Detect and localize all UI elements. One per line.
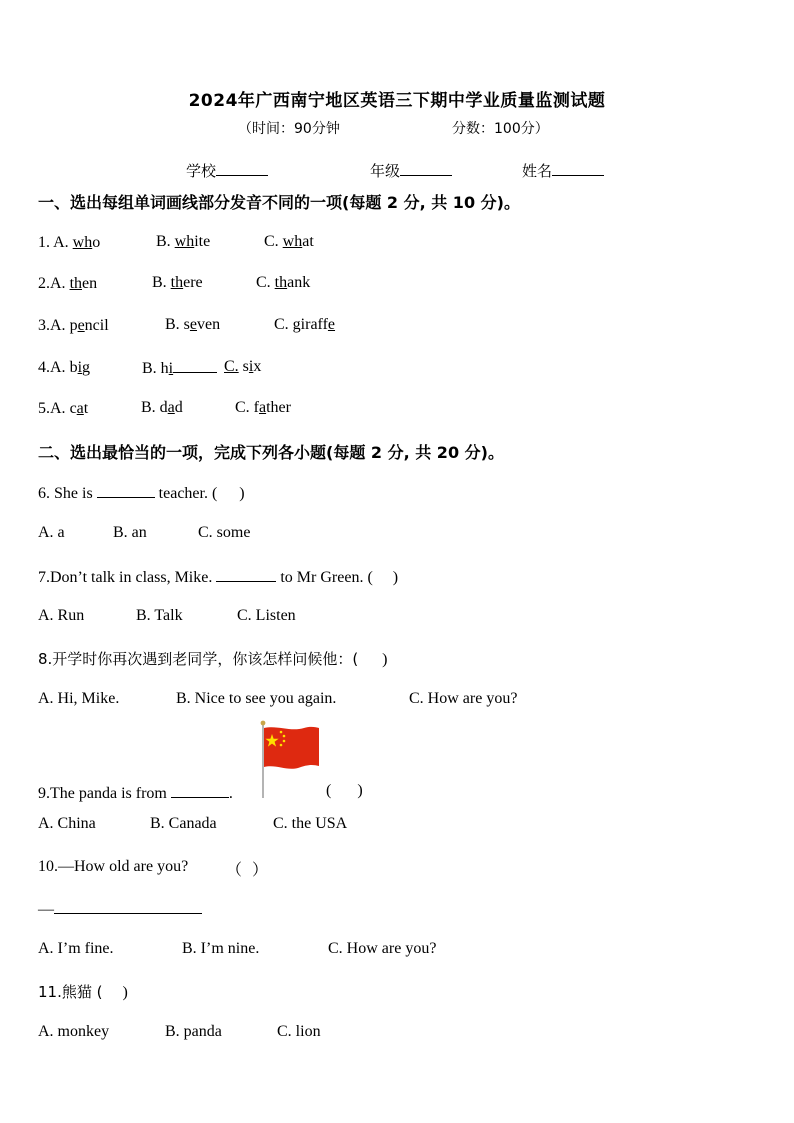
school-label: 学校 — [186, 162, 217, 180]
q4-b-underlined: i — [168, 360, 174, 377]
exam-title: 2024年广西南宁地区英语三下期中学业质量监测试题 — [188, 91, 606, 111]
q2-c-label: C. — [256, 274, 275, 291]
school-field — [186, 160, 268, 181]
q9-paren-open: ( — [326, 782, 332, 799]
name-field — [522, 160, 604, 181]
q5-c-underlined: a — [259, 399, 267, 416]
q8-option-b: B. Nice to see you again. — [176, 690, 337, 707]
q1-a-rest: o — [92, 234, 101, 251]
question-6 — [38, 482, 245, 504]
q4-c-pre: s — [242, 358, 249, 375]
china-flag-image — [258, 720, 322, 798]
name-label: 姓名 — [522, 162, 553, 180]
q10-option-b: B. I’m nine. — [182, 940, 260, 957]
q2-option-c — [256, 274, 310, 292]
q4-option-b — [142, 358, 217, 378]
q11-option-b: B. panda — [165, 1023, 222, 1040]
q1-a-underlined: wh — [72, 234, 93, 251]
q8-paren-end: ) — [382, 651, 388, 668]
q1-a-label: 1. A. — [38, 234, 73, 251]
q2-b-underlined: th — [170, 274, 184, 291]
q2-b-rest: ere — [183, 274, 203, 291]
q5-a-underlined: a — [76, 400, 84, 417]
q9-answer-paren[interactable] — [326, 782, 363, 800]
q1-c-label: C. — [264, 233, 283, 250]
q6-stem-a: 6. She is — [38, 485, 97, 502]
question-1 — [38, 233, 100, 253]
q8-stem: 8.开学时你再次遇到老同学，你该怎样问候他：( — [38, 650, 359, 668]
q3-a-underlined: e — [77, 317, 85, 334]
flag-pole-finial — [261, 721, 266, 726]
q10-paren-end: ） — [252, 862, 269, 879]
q4-a-label: 4.A. — [38, 359, 70, 376]
q5-c-pre: C. f — [235, 399, 259, 416]
question-5 — [38, 399, 88, 419]
school-blank[interactable] — [216, 160, 268, 176]
q2-a-underlined: th — [69, 275, 83, 292]
q5-b-rest: d — [174, 399, 183, 416]
q5-a-rest: t — [83, 400, 89, 417]
q3-c-underlined: e — [327, 316, 336, 333]
q6-paren-end: ) — [239, 485, 245, 502]
q3-a-pre: p — [69, 317, 78, 334]
flag-small-star — [280, 731, 283, 734]
q11-stem: 11.熊猫 ( — [38, 983, 103, 1001]
q9-stem-b: . — [228, 785, 233, 802]
section2-heading: 二、选出最恰当的一项，完成下列各小题(每题 2 分, 共 20 分)。 — [38, 443, 504, 462]
q6-stem-b: teacher. ( — [154, 485, 218, 502]
q3-option-c — [274, 316, 335, 334]
flag-cloth — [264, 727, 319, 769]
q7-option-a: A. Run — [38, 607, 85, 624]
q4-c-underlined: i — [248, 358, 254, 375]
q5-option-b — [141, 399, 183, 417]
question-10 — [38, 857, 188, 877]
q11-option-a: A. monkey — [38, 1023, 110, 1040]
flag-small-star — [283, 735, 286, 738]
question-8 — [38, 649, 388, 670]
q7-answer-blank[interactable] — [216, 566, 276, 582]
q2-a-rest: en — [82, 275, 98, 292]
q4-b-underline-gap — [173, 358, 217, 373]
q8-option-a: A. Hi, Mike. — [38, 690, 120, 707]
q11-option-c: C. lion — [277, 1023, 321, 1040]
q6-option-b: B. an — [113, 524, 147, 541]
grade-blank[interactable] — [400, 160, 452, 176]
q1-b-underlined: wh — [174, 233, 195, 250]
q5-a-label: 5.A. — [38, 400, 70, 417]
q10-option-a: A. I’m fine. — [38, 940, 114, 957]
q3-c-pre: C. giraff — [274, 316, 328, 333]
q3-b-rest: ven — [197, 316, 221, 333]
q11-paren-end: ) — [122, 984, 128, 1001]
q4-option-c — [224, 358, 261, 376]
q1-b-rest: ite — [194, 233, 211, 250]
q10-answer-paren[interactable] — [226, 857, 268, 880]
q1-c-underlined: wh — [282, 233, 303, 250]
question-9 — [38, 782, 233, 804]
q10-option-c: C. How are you? — [328, 940, 437, 957]
q3-option-b — [165, 316, 220, 334]
q9-option-b: B. Canada — [150, 815, 217, 832]
q4-b-pre: B. h — [142, 360, 169, 377]
exam-score: 分数：100分） — [452, 121, 549, 137]
q4-c-rest: x — [253, 358, 262, 375]
q10-answer-line — [38, 898, 202, 920]
question-4 — [38, 358, 90, 378]
flag-small-star — [283, 740, 286, 743]
section1-heading: 一、选出每组单词画线部分发音不同的一项(每题 2 分, 共 10 分)。 — [38, 193, 520, 212]
q5-b-underlined: a — [167, 399, 175, 416]
q2-option-b — [152, 274, 203, 292]
q2-c-rest: ank — [287, 274, 311, 291]
q7-option-b: B. Talk — [136, 607, 183, 624]
grade-field — [370, 160, 452, 181]
q6-option-c: C. some — [198, 524, 251, 541]
q3-a-label: 3.A. — [38, 317, 70, 334]
q10-paren-open: （ — [226, 862, 243, 879]
q2-a-label: 2.A. — [38, 275, 70, 292]
q6-option-a: A. a — [38, 524, 65, 541]
q4-a-pre: b — [69, 359, 78, 376]
exam-time: （时间：90分钟 — [238, 121, 340, 137]
question-2 — [38, 274, 97, 294]
q1-option-b — [156, 233, 210, 251]
q9-paren-end: ) — [357, 782, 363, 799]
question-7 — [38, 566, 398, 588]
q7-stem-b: to Mr Green. ( — [276, 569, 373, 586]
q9-option-c: C. the USA — [273, 815, 348, 832]
q4-a-rest: g — [82, 359, 91, 376]
q5-a-pre: c — [69, 400, 77, 417]
q7-stem-a: 7.Don’t talk in class, Mike. — [38, 569, 217, 586]
q6-answer-blank[interactable] — [97, 482, 155, 498]
q10-answer-blank[interactable] — [54, 898, 202, 914]
question-11 — [38, 982, 128, 1003]
q2-b-label: B. — [152, 274, 171, 291]
q10-answer-dash: — — [38, 901, 54, 918]
grade-label: 年级 — [370, 162, 401, 180]
flag-small-star — [280, 744, 283, 747]
q5-b-pre: B. d — [141, 399, 168, 416]
q3-b-underlined: e — [189, 316, 198, 333]
q3-b-pre: B. s — [165, 316, 190, 333]
q7-option-c: C. Listen — [237, 607, 296, 624]
q5-c-rest: ther — [266, 399, 291, 416]
q8-option-c: C. How are you? — [409, 690, 518, 707]
q9-answer-blank[interactable] — [171, 782, 229, 798]
q1-c-rest: at — [302, 233, 314, 250]
name-blank[interactable] — [552, 160, 604, 176]
q4-a-underlined: i — [77, 359, 83, 376]
q5-option-c — [235, 399, 291, 417]
q2-c-underlined: th — [274, 274, 288, 291]
q9-stem-a: 9.The panda is from — [38, 785, 171, 802]
question-3 — [38, 316, 109, 336]
q4-c-label: C. — [224, 358, 239, 375]
q10-stem: 10.—How old are you? — [38, 858, 189, 875]
q3-a-rest: ncil — [84, 317, 109, 334]
q1-b-label: B. — [156, 233, 175, 250]
q7-paren-end: ) — [392, 569, 399, 586]
q9-option-a: A. China — [38, 815, 96, 832]
q1-option-c — [264, 233, 314, 251]
